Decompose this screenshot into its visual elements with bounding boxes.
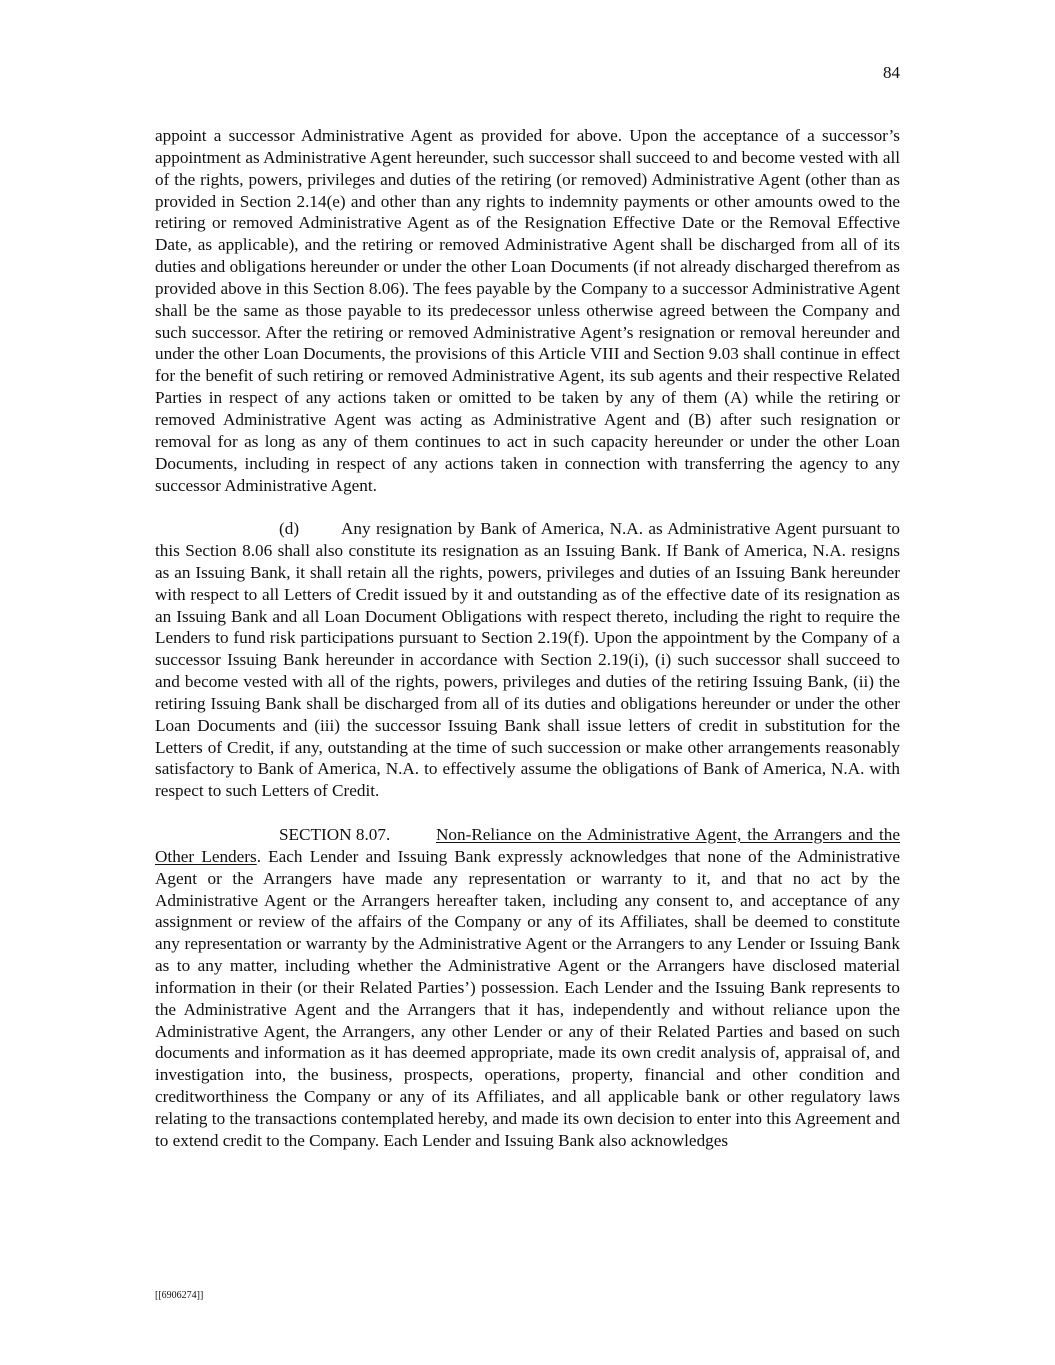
page-number: 84 [883, 63, 900, 82]
paragraph-d [155, 518, 900, 802]
section-text: . Each Lender and Issuing Bank expressly acknowledges that none of the Administrative Agent or the Arrangers have made any representation or warranty to it, and that no act by the Administrative Agent or the Arrangers hereafter taken, including any consent to, and acceptance of any assignment or review of the affairs of the Company or any of its Affiliates, shall be deemed to constitute any representation or warranty by the Administrative Agent or the Arrangers to any Lender or Issuing Bank as to any matter, including whether the Administrative Agent or the Arrangers have disclosed material information in their (or their Related Parties’) possession. Each Lender and the Issuing Bank represents to the Administrative Agent and the Arrangers that it has, independently and without reliance upon the Administrative Agent, the Arrangers, any other Lender or any of their Related Parties and based on such documents and information as it has deemed appropriate, made its own credit analysis of, appraisal of, and investigation into, the business, prospects, operations, property, financial and other condition and creditworthiness the Company or any of its Affiliates, and all applicable bank or other regulatory laws relating to the transactions contemplated hereby, and made its own decision to enter into this Agreement and to extend credit to the Company. Each Lender and Issuing Bank also acknowledges [155, 846, 900, 1150]
section-8-07 [155, 824, 900, 1152]
section-heading: Non-Reliance on the Administrative Agent, the Arrangers and the Other Lenders [155, 825, 900, 866]
document-id-footer: [[6906274]] [155, 1290, 204, 1301]
section-number: SECTION 8.07. [279, 825, 391, 844]
document-body [155, 125, 900, 1174]
paragraph-continuation: appoint a successor Administrative Agent as provided for above. Upon the acceptance of a successor’s appointment as Administrative Agent hereunder, such successor shall succeed to and become vested with all of the rights, powers, privileges and duties of the retiring (or removed) Administrative Agent (other than as provided in Section 2.14(e) and other than any rights to indemnity payments or other amounts owed to the retiring or removed Administrative Agent as of the Resignation Effective Date or the Removal Effective Date, as applicable), and the retiring or removed Administrative Agent shall be discharged from all of its duties and obligations hereunder or under the other Loan Documents (if not already discharged therefrom as provided above in this Section 8.06). The fees payable by the Company to a successor Administrative Agent shall be the same as those payable to its predecessor unless otherwise agreed between the Company and such successor. After the retiring or removed Administrative Agent’s resignation or removal hereunder and under the other Loan Documents, the provisions of this Article VIII and Section 9.03 shall continue in effect for the benefit of such retiring or removed Administrative Agent, its sub agents and their respective Related Parties in respect of any actions taken or omitted to be taken by any of them (A) while the retiring or removed Administrative Agent was acting as Administrative Agent and (B) after such resignation or removal for as long as any of them continues to act in such capacity hereunder or under the other Loan Documents, including in respect of any actions taken in connection with transferring the agency to any successor Administrative Agent. [155, 126, 900, 495]
clause-text: Any resignation by Bank of America, N.A. as Administrative Agent pursuant to this Section 8.06 shall also constitute its resignation as an Issuing Bank. If Bank of America, N.A. resigns as an Issuing Bank, it shall retain all the rights, powers, privileges and duties of an Issuing Bank hereunder with respect to all Letters of Credit issued by it and outstanding as of the effective date of its resignation as an Issuing Bank and all Loan Document Obligations with respect thereto, including the right to require the Lenders to fund risk participations pursuant to Section 2.19(f). Upon the appointment by the Company of a successor Issuing Bank hereunder in accordance with Section 2.19(i), (i) such successor shall succeed to and become vested with all of the rights, powers, privileges and duties of the retiring Issuing Bank, (ii) the retiring Issuing Bank shall be discharged from all of its duties and obligations hereunder or under the other Loan Documents and (iii) the successor Issuing Bank shall issue letters of credit in substitution for the Letters of Credit, if any, outstanding at the time of such succession or make other arrangements reasonably satisfactory to Bank of America, N.A. to effectively assume the obligations of Bank of America, N.A. with respect to such Letters of Credit. [155, 519, 900, 801]
clause-label: (d) [279, 519, 300, 539]
